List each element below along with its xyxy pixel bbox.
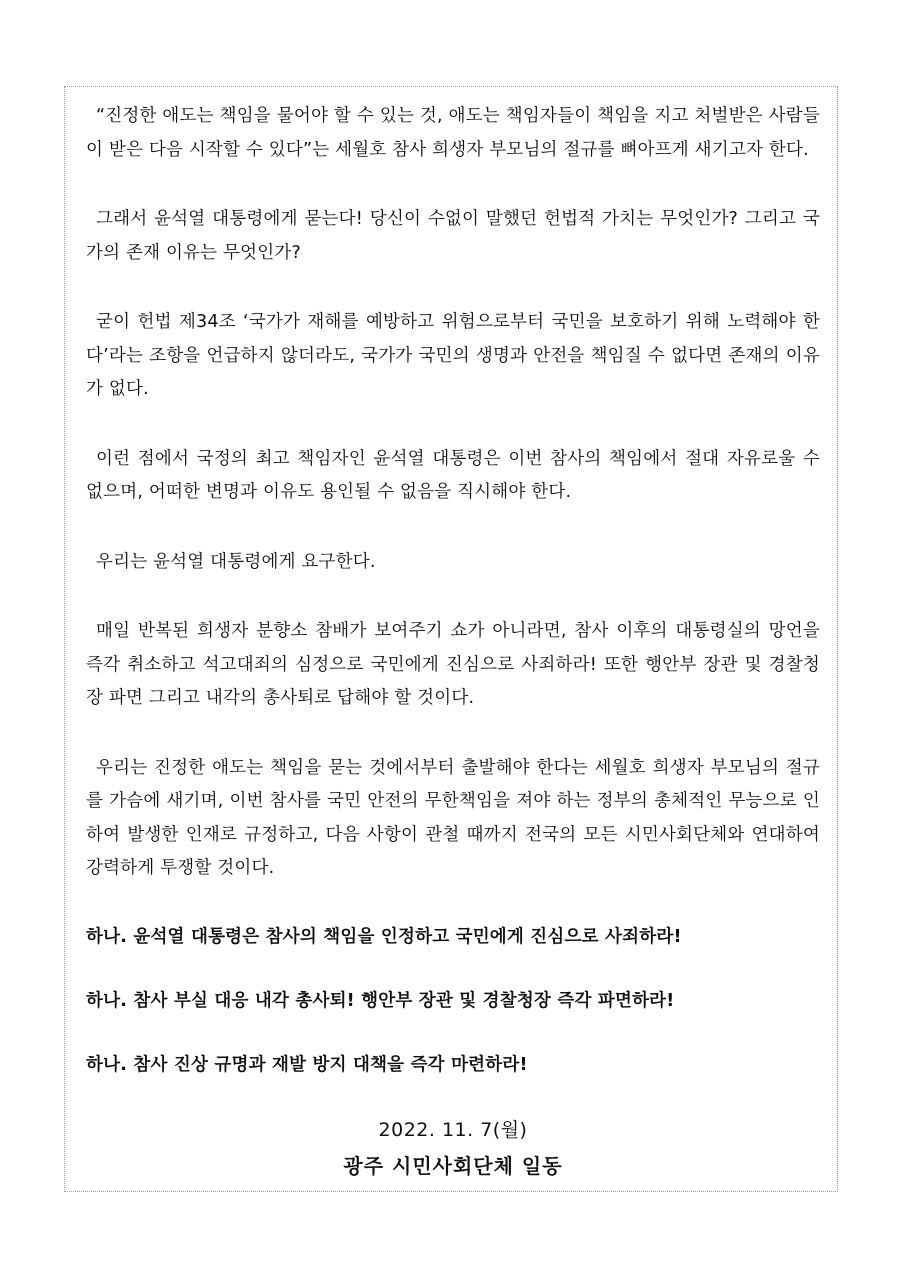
paragraph: 우리는 윤석열 대통령에게 요구한다. [96,551,376,572]
demand-item: 하나. 참사 진상 규명과 재발 방지 대책을 즉각 마련하라! [86,1054,528,1075]
document-body [86,100,820,1182]
paragraph: “진정한 애도는 책임을 물어야 할 수 있는 것, 애도는 책임자들이 책임을 지고 처벌받은 사람들이 받은 다음 시작할 수 있다”는 세월호 참사 희생자 부모님의 절규를 뼈아프게 새기고자 한다. [86,106,820,160]
statement-date: 2022. 11. 7(월) [378,1118,528,1141]
paragraph: 그래서 윤석열 대통령에게 묻는다! 당신이 수없이 말했던 헌법적 가치는 무엇인가? 그리고 국가의 존재 이유는 무엇인가? [86,209,820,263]
paragraph: 이런 점에서 국정의 최고 책임자인 윤석열 대통령은 이번 참사의 책임에서 절대 자유로울 수 없으며, 어떠한 변명과 이유도 용인될 수 없음을 직시해야 한다. [86,448,820,502]
demand-item: 하나. 윤석열 대통령은 참사의 책임을 인정하고 국민에게 진심으로 사죄하라! [86,926,682,947]
signatory: 광주 시민사회단체 일동 [343,1153,563,1178]
paragraph: 우리는 진정한 애도는 책임을 묻는 것에서부터 출발해야 한다는 세월호 희생자 부모님의 절규를 가슴에 새기며, 이번 참사를 국민 안전의 무한책임을 져야 하는 정부의 총체적인 무능으로 인하여 발생한 인재로 규정하고, 다음 사항이 관철 때까지 전국의 모든 시민사회단체와 연대하여 강력하게 투쟁할 것이다. [86,757,820,878]
demand-item: 하나. 참사 부실 대응 내각 총사퇴! 행안부 장관 및 경찰청장 즉각 파면하라! [86,990,675,1011]
paragraph: 매일 반복된 희생자 분향소 참배가 보여주기 쇼가 아니라면, 참사 이후의 대통령실의 망언을 즉각 취소하고 석고대죄의 심정으로 국민에게 진심으로 사죄하라! 또한 행안부 장관 및 경찰청장 파면 그리고 내각의 총사퇴로 답해야 할 것이다. [86,621,820,708]
paragraph: 굳이 헌법 제34조 ‘국가가 재해를 예방하고 위험으로부터 국민을 보호하기 위해 노력해야 한다’라는 조항을 언급하지 않더라도, 국가가 국민의 생명과 안전을 책임질 수 없다면 존재의 이유가 없다. [86,312,820,399]
